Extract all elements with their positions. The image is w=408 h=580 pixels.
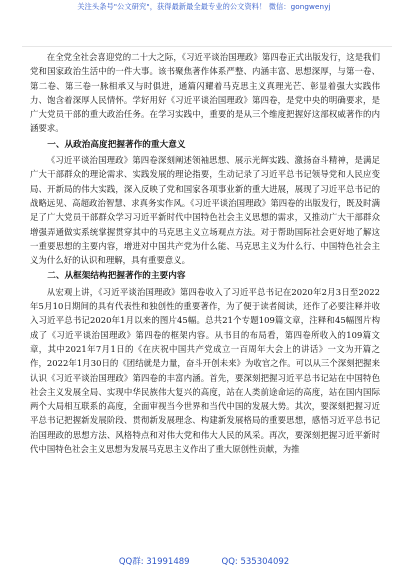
document-body [30, 50, 380, 456]
intro-paragraph: 在全党全社会喜迎党的二十大之际，《习近平谈治国理政》第四卷正式出版发行，这是我们党和国家政治生活中的一件大事。该书聚焦著作体系严整、内涵丰富、思想深厚，与第一卷、第二卷、第三卷一脉相承又与时俱进，通篇闪耀着马克思主义真理光芒、彰显着强大实践伟力、饱含着深厚人民情怀。学好用好《习近平谈治国理政》第四卷，是党中央的明确要求，是广大党员干部的重大政治任务。在学习实践中，重要的是从三个维度把握好这部权威著作的内涵要求。 [30, 52, 380, 134]
section-1-paragraph: 《习近平谈治国理政》第四卷深刻阐述领袖思想、展示光辉实践、激扬奋斗精神，是满足广大干部群众的理论需求、实践发展的理论指要，生动记录了习近平总书记领导党和人民应变局、开新局的伟大实践，深入反映了党和国家各项事业新的重大进展，展现了习近平总书记的战略远见、高超政治智慧、求真务实作风。《习近平谈治国理政》第四卷的出版发行，既及时满足了广大党员干部群众学习习近平新时代中国特色社会主义思想的需求，又推动广大干部群众增强弄通做实系统掌握贯穿其中的马克思主义立场观点方法。对于帮助国际社会更好地了解这一重要思想的主要内容，增进对中国共产党为什么能、马克思主义为什么行、中国特色社会主义为什么好的认识和理解，具有重要意义。 [30, 155, 380, 266]
footer-qq: QQ: 535304092 [221, 557, 290, 567]
header-promo-line: 关注头条号"公文研究"，获得最新最全最专业的公文资料！ 微信：gongwenyj [77, 2, 331, 11]
footer-qq-group: QQ群: 31991489 [118, 557, 190, 567]
section-2-paragraph: 从宏观上讲，《习近平谈治国理政》第四卷收入了习近平总书记在2020年2月3日至2022年5月10日期间的具有代表性和独创性的重要著作，为了便于读者阅读，还作了必要注释并收入习近平总书记2020年1月以来的图片45幅。总共21个专题109篇文章，注释和45幅图片构成了《习近平谈治国理政》第四卷的框架内容。从书目的布局看，第四卷所收入的109篇文章，其中2021年7月1日的《在庆祝中国共产党成立一百周年大会上的讲话》一文为开篇之作，2022年1月30日的《团结就是力量，奋斗开创未来》为收官之作。可以从三个深刻把握来认识《习近平谈治国理政》第四卷的丰富内涵。首先，要深刻把握习近平总书记站在中国特色社会主义发展全局、实现中华民族伟大复兴的高度，站在人类前途命运的高度，站在国内国际两个大局相互联系的高度，全面审视当今世界和当代中国的发展大势。其次，要深刻把握习近平总书记把握新发展阶段、贯彻新发展理念、构建新发展格局的重要思想，感悟习近平总书记治国理政的思想方法、风格特点和对伟大党和伟大人民的风采。再次，要深刻把握习近平新时代中国特色社会主义思想为发展马克思主义作出了重大原创性贡献，为推 [30, 286, 380, 455]
section-heading-1: 一、从政治高度把握著作的重大意义 [47, 139, 186, 150]
header-divider [22, 46, 392, 47]
page-footer [0, 556, 408, 568]
page-header [0, 2, 408, 12]
section-heading-2: 二、从框架结构把握著作的主要内容 [47, 271, 186, 282]
